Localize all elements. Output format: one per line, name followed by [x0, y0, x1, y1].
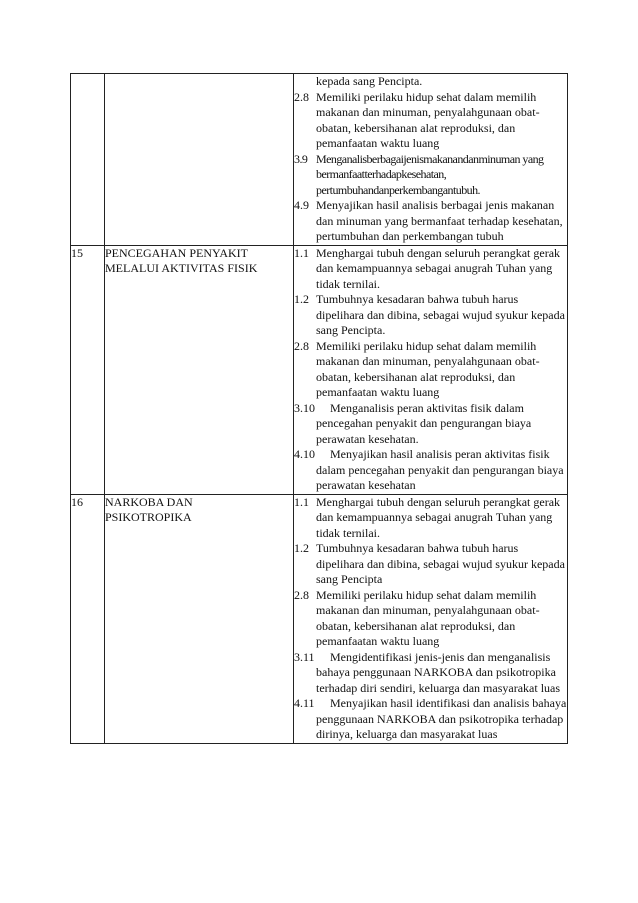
row-number: 16	[71, 494, 105, 743]
topic-line: NARKOBA DAN	[105, 494, 193, 509]
competency-item	[294, 588, 567, 650]
competency-number: 2.8	[294, 587, 309, 602]
competency-cell	[294, 494, 568, 743]
competency-number: 4.10	[294, 447, 315, 461]
competency-number: 1.2	[294, 541, 309, 555]
competency-item	[294, 292, 567, 339]
curriculum-table	[70, 73, 568, 744]
competency-number: 1.1	[294, 245, 309, 260]
competency-item	[294, 339, 567, 401]
competency-number: 3.11	[294, 649, 315, 664]
competency-text: Menganalisis peran aktivitas fisik dalam pencegahan penyakit dan pengurangan biaya perawatan kesehatan.	[316, 400, 532, 446]
competency-text: Menyajikan hasil identifikasi dan analisis bahaya penggunaan NARKOBA dan psikotropika terhadap dirinya, keluarga dan masyarakat luas	[316, 696, 567, 741]
topic-cell	[105, 74, 294, 246]
competency-item	[294, 246, 567, 293]
competency-item	[294, 650, 567, 697]
competency-text: Tumbuhnya kesadaran bahwa tubuh harus dipelihara dan dibina, sebagai wujud syukur kepada sang Pencipta	[316, 541, 565, 586]
table-row	[71, 245, 568, 494]
competency-cell	[294, 74, 568, 246]
competency-item	[294, 401, 567, 448]
competency-number: 2.8	[294, 89, 309, 104]
table-row	[71, 494, 568, 743]
topic-line: PENCEGAHAN PENYAKIT	[105, 245, 248, 260]
competency-continuation: kepada sang Pencipta.	[316, 74, 423, 88]
competency-text: Menganalisberbagaijenismakanandanminuman yang bermanfaatterhadapkesehatan, pertumbuhandanperkembangantubuh.	[316, 151, 544, 197]
competency-number: 3.9	[294, 151, 308, 166]
competency-text: Menghargai tubuh dengan seluruh perangkat gerak dan kemampuannya sebagai anugrah Tuhan yang tidak ternilai.	[316, 494, 561, 540]
competency-text: Menyajikan hasil analisis peran aktivitas fisik dalam pencegahan penyakit dan pengurangan biaya perawatan kesehatan	[316, 447, 564, 492]
competency-text: Memiliki perilaku hidup sehat dalam memilih makanan dan minuman, penyalahgunaan obat-obatan, kebersihanan alat reproduksi, dan pemanfaatan waktu luang	[316, 89, 540, 150]
competency-text: Tumbuhnya kesadaran bahwa tubuh harus dipelihara dan dibina, sebagai wujud syukur kepada sang Pencipta.	[316, 292, 565, 337]
competency-item	[294, 696, 567, 743]
topic-line: PSIKOTROPIKA	[105, 510, 192, 524]
competency-item	[294, 198, 567, 245]
competency-item	[294, 541, 567, 588]
competency-item	[294, 90, 567, 152]
competency-item	[294, 152, 567, 199]
competency-text: Menyajikan hasil analisis berbagai jenis makanan dan minuman yang bermanfaat terhadap kesehatan, pertumbuhan dan perkembangan tubuh	[316, 198, 563, 243]
topic-line: MELALUI AKTIVITAS FISIK	[105, 261, 258, 275]
topic-cell	[105, 245, 294, 494]
competency-number: 4.11	[294, 696, 315, 710]
competency-number: 1.2	[294, 292, 309, 306]
competency-text: Memiliki perilaku hidup sehat dalam memilih makanan dan minuman, penyalahgunaan obat-obatan, kebersihanan alat reproduksi, dan pemanfaatan waktu luang	[316, 587, 540, 648]
competency-text: Memiliki perilaku hidup sehat dalam memilih makanan dan minuman, penyalahgunaan obat-obatan, kebersihanan alat reproduksi, dan pemanfaatan waktu luang	[316, 338, 540, 399]
table-row	[71, 74, 568, 246]
topic-cell	[105, 494, 294, 743]
competency-number: 1.1	[294, 494, 309, 509]
competency-text: Mengidentifikasi jenis-jenis dan menganalisis bahaya penggunaan NARKOBA dan psikotropika terhadap diri sendiri, keluarga dan masyarakat luas	[316, 649, 561, 695]
competency-cell	[294, 245, 568, 494]
row-number	[71, 74, 105, 246]
row-number: 15	[71, 245, 105, 494]
competency-number: 2.8	[294, 338, 309, 353]
competency-text: Menghargai tubuh dengan seluruh perangkat gerak dan kemampuannya sebagai anugrah Tuhan yang tidak ternilai.	[316, 245, 561, 291]
competency-number: 4.9	[294, 198, 309, 212]
competency-item	[294, 447, 567, 494]
competency-number: 3.10	[294, 400, 315, 415]
competency-item	[294, 495, 567, 542]
